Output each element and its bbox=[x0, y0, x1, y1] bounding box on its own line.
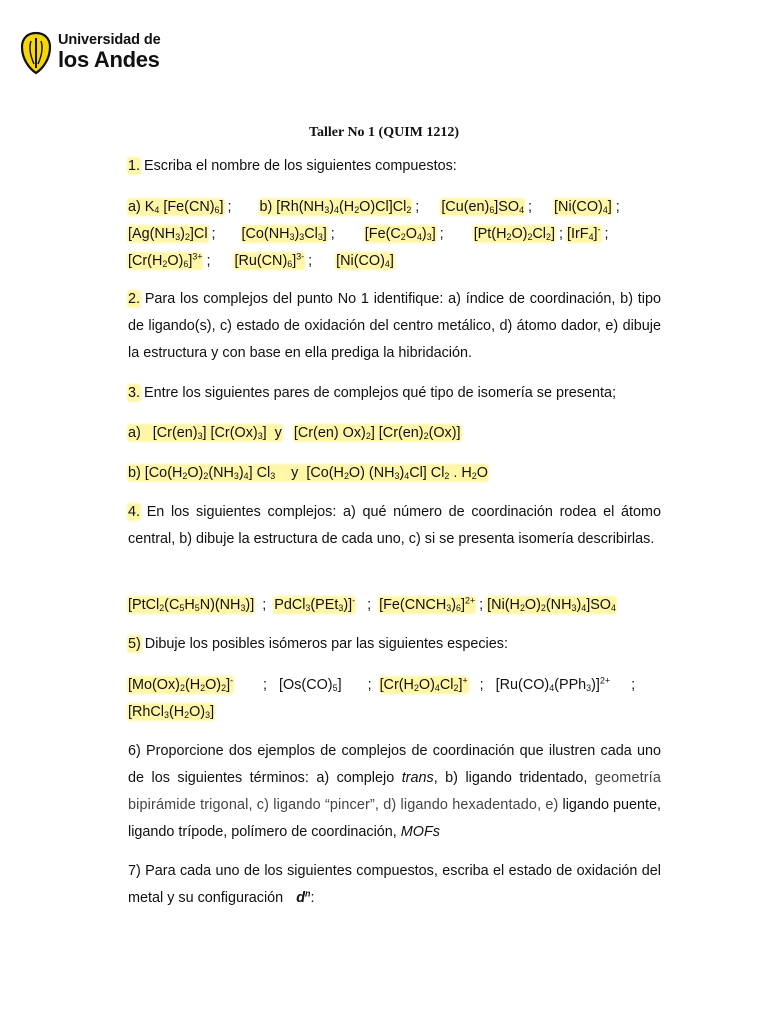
question-2-number: 2. bbox=[128, 291, 141, 307]
formula: a) $[Cr(en)_3]$ $[Cr(Ox)_3]$ y bbox=[128, 425, 282, 441]
formula: $[Cr(H_2O)_4Cl_2]^+$ bbox=[379, 675, 468, 693]
question-4-text: En los siguientes complejos: a) qué número de coordinación rodea el átomo central, b) dibuje la estructura de cada uno, c) si se presenta isomería describirlas. bbox=[128, 504, 661, 547]
question-6-trans: trans bbox=[401, 770, 434, 786]
question-7-colon: : bbox=[310, 890, 315, 906]
question-5-text: Dibuje los posibles isómeros par las siguientes especies: bbox=[140, 636, 508, 652]
question-5-number: 5) bbox=[128, 636, 141, 652]
question-4 bbox=[128, 499, 661, 553]
question-3-text: Entre los siguientes pares de complejos qué tipo de isomería se presenta; bbox=[140, 385, 616, 401]
shield-logo-icon bbox=[19, 31, 53, 75]
logo-wordmark bbox=[58, 31, 161, 71]
question-1-text: Escriba el nombre de los siguientes compuestos: bbox=[140, 158, 457, 174]
formula: $[Fe(C_2O_4)_3]$ bbox=[364, 226, 436, 242]
formula: $[Ru(CN)_6]^{3-}$ bbox=[234, 251, 305, 269]
formula: b) $[Co(H_2O)_2(NH_3)_4]$ $Cl_3$ y [$Co(H_2O)$ $(NH_3)_4Cl$] $Cl_2$ . $H_2O$ bbox=[128, 465, 488, 481]
question-4-complexes: $[PtCl_2(C_5H_5N)(NH_3)]$ ; PdCl$_3$(PEt$_3$)]- ; $[Fe(CNCH_3)_6]^{2+}$ ; $[Ni(H_2O)_2(NH_3)_4]SO_4$ bbox=[128, 595, 616, 613]
formula: $[Ni(CO)_4]$ bbox=[554, 199, 612, 215]
question-6-text-b: , b) ligando tridentado, bbox=[433, 770, 595, 786]
formula: $[Ag(NH_3)_2]Cl$ bbox=[128, 226, 208, 242]
question-2 bbox=[128, 286, 661, 367]
formula: $[RhCl_3(H_2O)_3]$ bbox=[128, 704, 215, 720]
formula: $[Cu(en)_6]SO_4$ bbox=[441, 199, 525, 215]
question-2-text: Para los complejos del punto No 1 identifique: a) índice de coordinación, b) tipo de ligando(s), c) estado de oxidación del centro metálico, d) átomo dador, e) dibuje la estructura y con base en ella prediga la hibridación. bbox=[128, 291, 661, 361]
formula: $[Ni(H_2O)_2(NH_3)_4]SO_4$ bbox=[487, 597, 616, 613]
question-6-text-d: ligando puente, ligando trípode, polímero de coordinación, bbox=[128, 797, 662, 840]
formula: a) $K_4$ $[Fe(CN)_6]$ bbox=[128, 199, 224, 215]
question-5 bbox=[128, 631, 661, 658]
formula: [Cr(en) $Ox)_2$] $[Cr(en)_2(Ox)]$ bbox=[293, 425, 461, 441]
formula: $[Fe(CNCH_3)_6]^{2+}$ bbox=[379, 595, 476, 613]
logo-line-2: los Andes bbox=[58, 46, 160, 72]
question-3-number: 3. bbox=[128, 385, 141, 401]
compound-line-3: $[Cr(H_2O)_6]^{3+}$ ; $[Ru(CN)_6]^{3-}$ ; $[Ni(CO)_4]$ bbox=[128, 251, 394, 269]
question-6-text-a: 6) Proporcione dos ejemplos de complejos de coordinación que ilustren cada uno de los siguientes términos: a) complejo bbox=[128, 743, 661, 786]
question-4-number: 4. bbox=[128, 504, 141, 520]
question-3-pair-a bbox=[128, 420, 661, 447]
question-1-number: 1. bbox=[128, 158, 141, 174]
compound-line-2: $[Ag(NH_3)_2]Cl$ ; $[Co(NH_3)_3Cl_3]$ ; $[Fe(C_2O_4)_3]$ ; $[Pt(H_2O)_2Cl_2]$ ; [IrF$_4$]- ; bbox=[128, 224, 609, 242]
question-6-mofs: MOFs bbox=[400, 824, 440, 840]
formula: $[Ni(CO)_4]$ bbox=[336, 253, 394, 269]
question-7-n: n bbox=[304, 888, 311, 899]
question-3-pair-b bbox=[128, 460, 661, 487]
formula: b) $[Rh(NH_3)_4(H_2O)Cl]Cl_2$ bbox=[259, 199, 412, 215]
question-6-text-c: geometría bipirámide trigonal, c) ligando “pincer”, d) ligando hexadentado, e) bbox=[128, 770, 661, 813]
logo-line-1: Universidad de bbox=[58, 32, 161, 48]
question-7-text: 7) Para cada uno de los siguientes compuestos, escriba el estado de oxidación del metal y su configuración bbox=[128, 863, 661, 906]
question-1 bbox=[128, 153, 661, 180]
university-logo bbox=[19, 31, 161, 75]
formula: $[PtCl_2(C_5H_5N)(NH_3)]$ bbox=[128, 597, 255, 613]
formula: [IrF$_4$]- bbox=[566, 224, 601, 242]
compound-line-1: a) $K_4$ $[Fe(CN)_6]$ ; b) $[Rh(NH_3)_4(H_2O)Cl]Cl_2$ ; $[Cu(en)_6]SO_4$ ; $[Ni(CO)_4]$ ; bbox=[128, 199, 620, 215]
question-1-compounds bbox=[128, 194, 661, 275]
formula: $[Cr(H_2O)_6]^{3+}$ bbox=[128, 251, 203, 269]
formula: PdCl$_3$(PEt$_3$)]- bbox=[274, 595, 356, 613]
formula: $[Co(NH_3)_3Cl_3]$ bbox=[241, 226, 327, 242]
question-6 bbox=[128, 738, 661, 846]
formula: $[Pt(H_2O)_2Cl_2]$ bbox=[473, 226, 555, 242]
page-title: Taller No 1 (QUIM 1212) bbox=[308, 125, 460, 140]
question-7-d: d bbox=[296, 890, 305, 906]
question-5-species: $[Mo(Ox)_2(H_2O)_2]^-$ ; $[Os(CO)_5]$ ; $[Cr(H_2O)_4Cl_2]^+$ ; $[Ru(CO)_4(PPh_3)]^{2+}$ ; $[RhCl_3(H_2O)_3]$ bbox=[128, 675, 636, 720]
formula: $[Mo(Ox)_2(H_2O)_2]^-$ bbox=[128, 675, 234, 693]
question-3 bbox=[128, 380, 661, 407]
question-7 bbox=[128, 858, 661, 912]
